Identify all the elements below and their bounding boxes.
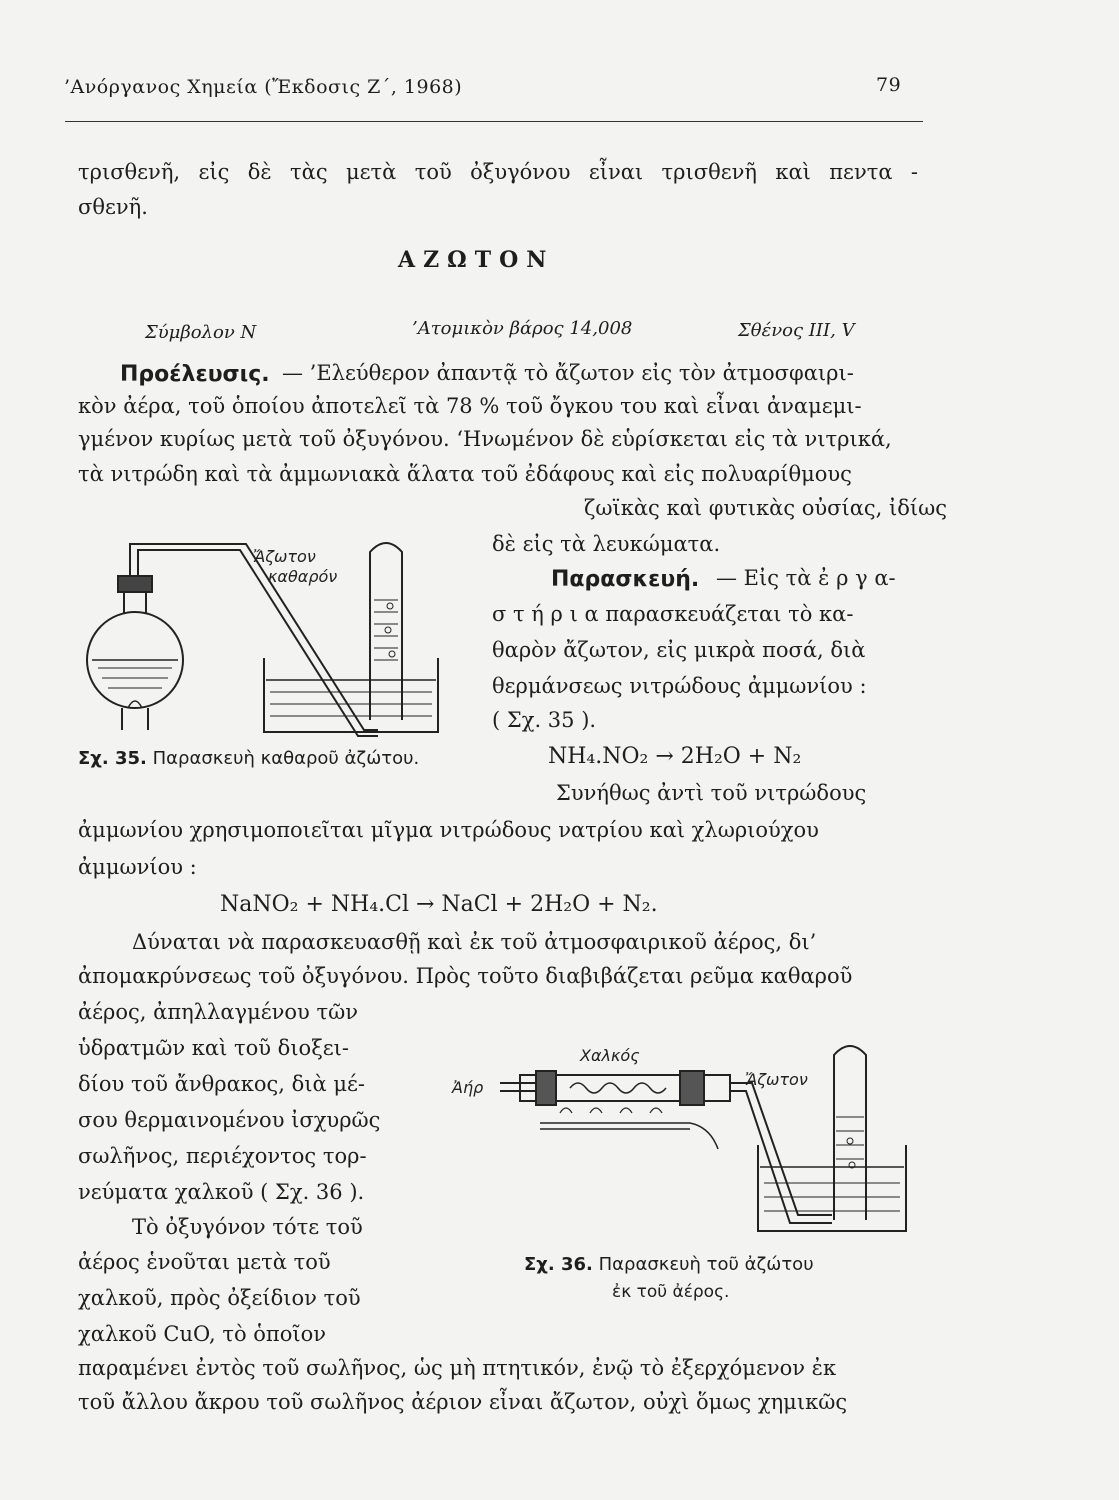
- fig35-label-1: Ἄζωτον: [253, 547, 316, 566]
- preparation-line-4: θερμάνσεως νιτρώδους ἀμμωνίου :: [492, 674, 867, 698]
- air-line-9: Τὸ ὀξυγόνον τότε τοῦ: [132, 1215, 363, 1239]
- occurrence-line-5: ζωϊκὰς καὶ φυτικὰς οὐσίας, ἰδίως: [584, 496, 948, 520]
- atomic-weight: ’Ατομικὸν βάρος 14,008: [412, 318, 633, 339]
- running-title: ’Ανόργανος Χημεία (Ἔκδοσις Ζ΄, 1968): [64, 76, 463, 98]
- reaction-1: NH₄.NO₂ → 2H₂O + N₂: [548, 744, 802, 769]
- air-line-8: νεύματα χαλκοῦ ( Σχ. 36 ).: [78, 1180, 365, 1204]
- figure-35-text: Παρασκευὴ καθαροῦ ἀζώτου.: [152, 748, 420, 769]
- element-symbol: Σύμβολον N: [145, 322, 257, 343]
- preparation-line-3: θαρὸν ἄζωτον, εἰς μικρὰ ποσά, διὰ: [492, 638, 866, 662]
- air-line-5: δίου τοῦ ἄνθρακος, διὰ μέ-: [78, 1072, 366, 1096]
- air-line-7: σωλῆνος, περιέχοντος τορ-: [78, 1144, 367, 1168]
- figure-36-text-1: Παρασκευὴ τοῦ ἀζώτου: [598, 1254, 814, 1275]
- occurrence-heading: Προέλευσις.: [120, 362, 270, 387]
- preparation-line-5: ( Σχ. 35 ).: [492, 708, 597, 732]
- fig36-label-copper: Χαλκός: [580, 1046, 640, 1065]
- preparation-heading: Παρασκευή.: [551, 567, 700, 592]
- air-line-13: παραμένει ἐντὸς τοῦ σωλῆνος, ὡς μὴ πτητικόν, ἐνῷ τὸ ἐξερχόμενον ἐκ: [78, 1356, 837, 1380]
- section-title: ΑΖΩΤΟΝ: [398, 247, 555, 273]
- fig36-label-air: Ἀήρ: [452, 1078, 484, 1097]
- preparation-line-1: — Εἰς τὰ ἐ ρ γ α-: [716, 566, 896, 590]
- air-line-12: χαλκοῦ CuO, τὸ ὁποῖον: [78, 1322, 327, 1346]
- figure-35-caption: [78, 748, 419, 769]
- usual-line-3: ἀμμωνίου :: [78, 855, 197, 879]
- air-line-4: ὑδρατμῶν καὶ τοῦ διοξει-: [78, 1036, 349, 1060]
- intro-line-1: τρισθενῆ, εἰς δὲ τὰς μετὰ τοῦ ὀξυγόνου εἶναι τρισθενῆ καὶ πεντα -: [78, 160, 918, 184]
- page-number: 79: [876, 74, 902, 96]
- figure-36-caption: [524, 1254, 814, 1275]
- fig36-label-nitrogen: Ἄζωτον: [745, 1070, 808, 1089]
- figure-36-number: Σχ. 36.: [524, 1254, 593, 1275]
- figure-36-text-2: ἐκ τοῦ ἀέρος.: [612, 1282, 730, 1302]
- air-line-10: ἀέρος ἑνοῦται μετὰ τοῦ: [78, 1250, 331, 1274]
- occurrence-line-3: γμένον κυρίως μετὰ τοῦ ὀξυγόνου. ‘Ηνωμένον δὲ εὑρίσκεται εἰς τὰ νιτρικά,: [78, 427, 892, 451]
- fig35-label-2: καθαρόν: [268, 567, 338, 586]
- occurrence-line-6: δὲ εἰς τὰ λευκώματα.: [492, 532, 721, 556]
- air-line-11: χαλκοῦ, πρὸς ὀξείδιον τοῦ: [78, 1286, 361, 1310]
- occurrence-line-1: — ’Ελεύθερον ἀπαντᾷ τὸ ἄζωτον εἰς τὸν ἀτμοσφαιρι-: [282, 361, 854, 385]
- figure-36-apparatus: [440, 1025, 920, 1250]
- air-line-6: σου θερμαινομένου ἰσχυρῶς: [78, 1108, 381, 1132]
- air-line-2: ἀπομακρύνσεως τοῦ ὀξυγόνου. Πρὸς τοῦτο διαβιβάζεται ρεῦμα καθαροῦ: [78, 964, 853, 988]
- usual-line-2: ἀμμωνίου χρησιμοποιεῖται μῖγμα νιτρώδους νατρίου καὶ χλωριούχου: [78, 818, 819, 842]
- figure-35-number: Σχ. 35.: [78, 748, 147, 769]
- usual-line-1: Συνήθως ἀντὶ τοῦ νιτρώδους: [556, 781, 867, 805]
- air-line-14: τοῦ ἄλλου ἄκρου τοῦ σωλῆνος ἀέριον εἶναι ἄζωτον, οὐχὶ ὅμως χημικῶς: [78, 1390, 848, 1414]
- figure-35-apparatus: [78, 530, 458, 740]
- air-line-3: ἀέρος, ἀπηλλαγμένου τῶν: [78, 1000, 358, 1024]
- reaction-2: NaNO₂ + NH₄.Cl → NaCl + 2H₂O + N₂.: [220, 892, 658, 917]
- air-line-1: Δύναται νὰ παρασκευασθῇ καὶ ἐκ τοῦ ἀτμοσφαιρικοῦ ἀέρος, δι’: [132, 930, 817, 954]
- valence: Σθένος III, V: [738, 320, 855, 341]
- occurrence-line-4: τὰ νιτρώδη καὶ τὰ ἀμμωνιακὰ ἅλατα τοῦ ἐδάφους καὶ εἰς πολυαρίθμους: [78, 462, 852, 486]
- occurrence-line-2: κὸν ἀέρα, τοῦ ὁποίου ἀποτελεῖ τὰ 78 % τοῦ ὄγκου του καὶ εἶναι ἀναμεμι-: [78, 394, 862, 418]
- preparation-line-2: σ τ ή ρ ι α παρασκευάζεται τὸ κα-: [492, 602, 854, 626]
- intro-line-2: σθενῆ.: [78, 195, 148, 219]
- header-rule: [65, 121, 923, 122]
